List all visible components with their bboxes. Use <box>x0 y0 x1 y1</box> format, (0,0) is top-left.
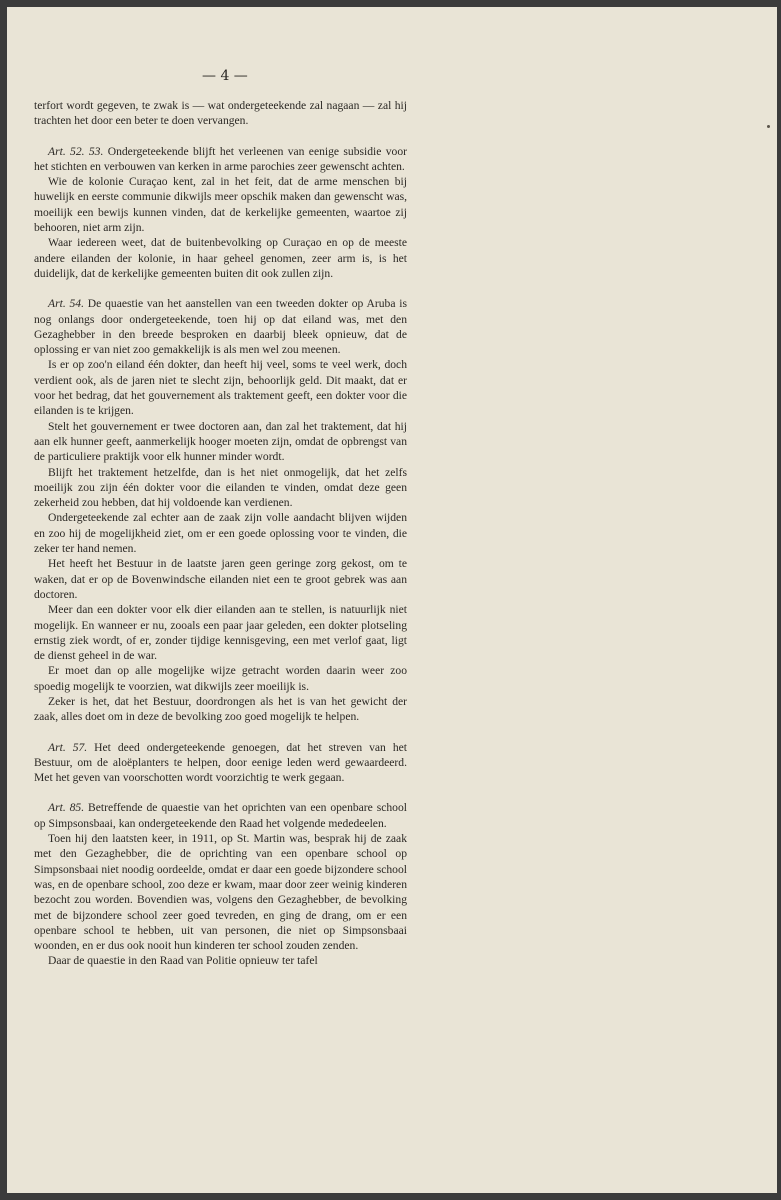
edge-mark <box>767 125 770 128</box>
paragraph-text: Het deed ondergeteekende genoegen, dat het streven van het Bestuur, om de aloëplanters te helpen, door eenige leden werd gewaardeerd. Met het geven van voorschotten wordt voorzichtig te werk gegaan. <box>34 740 407 785</box>
paragraph-3: Wie de kolonie Curaçao kent, zal in het feit, dat de arme menschen bij huwelijk en eerste communie dikwijls meer opschik maken dan gewenscht was, moeilijk een bewijs kunnen vinden, dat de kerkelijke gemeenten, waartoe zij behooren, niet arm zijn. <box>34 175 407 235</box>
article-ref: Art. 54. <box>48 297 84 311</box>
paragraph-13: Zeker is het, dat het Bestuur, doordrongen als het is van het gewicht der zaak, alles doet om in deze de bevolking zoo goed mogelijk te helpen. <box>34 694 407 724</box>
article-ref: Art. 85. <box>48 801 85 815</box>
paragraph-2 <box>34 144 407 175</box>
paragraph-16: Toen hij den laatsten keer, in 1911, op St. Martin was, besprak hij de zaak met den Gezaghebber, die de oprichting van een openbare school op Simpsonsbaai niet noodig oordeelde, omdat er daar een goede bijzondere school was, en de openbare school, zoo deze er kwam, maar door zeer weinig kinderen bezocht zou worden. Bovendien was, volgens den Gezaghebber, de bevolking met de bijzondere school zeer goed tevreden, en ging de drang, om er een openbare school te hebben, uit van personen, die niet op Simpsonsbaai woonden, en er dus ook nooit hun kinderen ter school zouden zenden. <box>34 832 407 953</box>
article-ref: Art. 52. 53. <box>48 144 104 158</box>
paragraph-6: Is er op zoo'n eiland één dokter, dan heeft hij veel, soms te veel werk, doch verdient ook, als de jaren niet te slecht zijn, behoorlijk geld. Dit maakt, dat er voor het bedrag, dat het gouvernement als traktement geeft, een dokter voor die eilanden is te krijgen. <box>34 358 407 418</box>
paragraph-14 <box>34 740 407 786</box>
paragraph-text: Betreffende de quaestie van het oprichten van een openbare school op Simpsonsbaai, kan ondergeteekende den Raad het volgende mededeelen. <box>34 801 407 830</box>
paragraph-text: De quaestie van het aanstellen van een tweeden dokter op Aruba is nog onlangs door ondergeteekende, toen hij op dat eiland was, met den Gezaghebber in den breede besproken en daarbij bleek opnieuw, dat de oplossing er van niet zoo gemakkelijk is als men wel zou meenen. <box>34 297 407 357</box>
paragraph-9: Ondergeteekende zal echter aan de zaak zijn volle aandacht blijven wijden en zoo hij de mogelijkheid ziet, om er een goede oplossing voor te vinden, die zeker ter hand nemen. <box>34 511 407 556</box>
paragraph-5 <box>34 296 407 357</box>
body-text <box>34 98 407 969</box>
paragraph-4: Waar iedereen weet, dat de buitenbevolking op Curaçao en op de meeste andere eilanden der kolonie, in haar geheel genomen, zeer arm is, is het duidelijk, dat de kerkelijke gemeenten buiten dit ook zullen zijn. <box>34 236 407 280</box>
paragraph-12: Er moet dan op alle mogelijke wijze getracht worden daarin weer zoo spoedig mogelijk te voorzien, wat dikwijls zeer moeilijk is. <box>34 664 407 693</box>
document-page <box>7 7 777 1193</box>
paragraph-15 <box>34 800 407 831</box>
paragraph-text: Ondergeteekende blijft het verleenen van eenige subsidie voor het stichten en verbouwen van kerken in arme parochies zeer gewenscht achten. <box>34 144 407 173</box>
article-ref: Art. 57. <box>48 740 88 754</box>
paragraph-7: Stelt het gouvernement er twee doctoren aan, dan zal het traktement, dat hij aan elk hunner geeft, aanmerkelijk hooger moeten zijn, omdat de opbrengst van de particuliere praktijk voor elk hunner minder wordt. <box>34 419 407 464</box>
page-number: — 4 — <box>202 68 248 84</box>
paragraph-17: Daar de quaestie in den Raad van Politie opnieuw ter tafel <box>48 954 318 968</box>
paragraph-11: Meer dan een dokter voor elk dier eilanden aan te stellen, is natuurlijk niet mogelijk. En wanneer er nu, zooals een paar jaar geleden, een dokter plotseling ernstig ziek wordt, of er, zonder tijdige kennisgeving, een met verlof gaat, ligt de dienst geheel in de war. <box>34 603 407 663</box>
paragraph-1: terfort wordt gegeven, te zwak is — wat ondergeteekende zal nagaan — zal hij trachten het door een beter te doen vervangen. <box>34 99 407 128</box>
paragraph-10: Het heeft het Bestuur in de laatste jaren geen geringe zorg gekost, om te waken, dat er op de Bovenwindsche eilanden niet een te groot gebrek was aan doctoren. <box>34 557 407 601</box>
paragraph-8: Blijft het traktement hetzelfde, dan is het niet onmogelijk, dat het zelfs moeilijk zou zijn één dokter voor die eilanden te vinden, omdat deze geen zekerheid zou hebben, dat hij voldoende kan verdienen. <box>34 465 407 510</box>
